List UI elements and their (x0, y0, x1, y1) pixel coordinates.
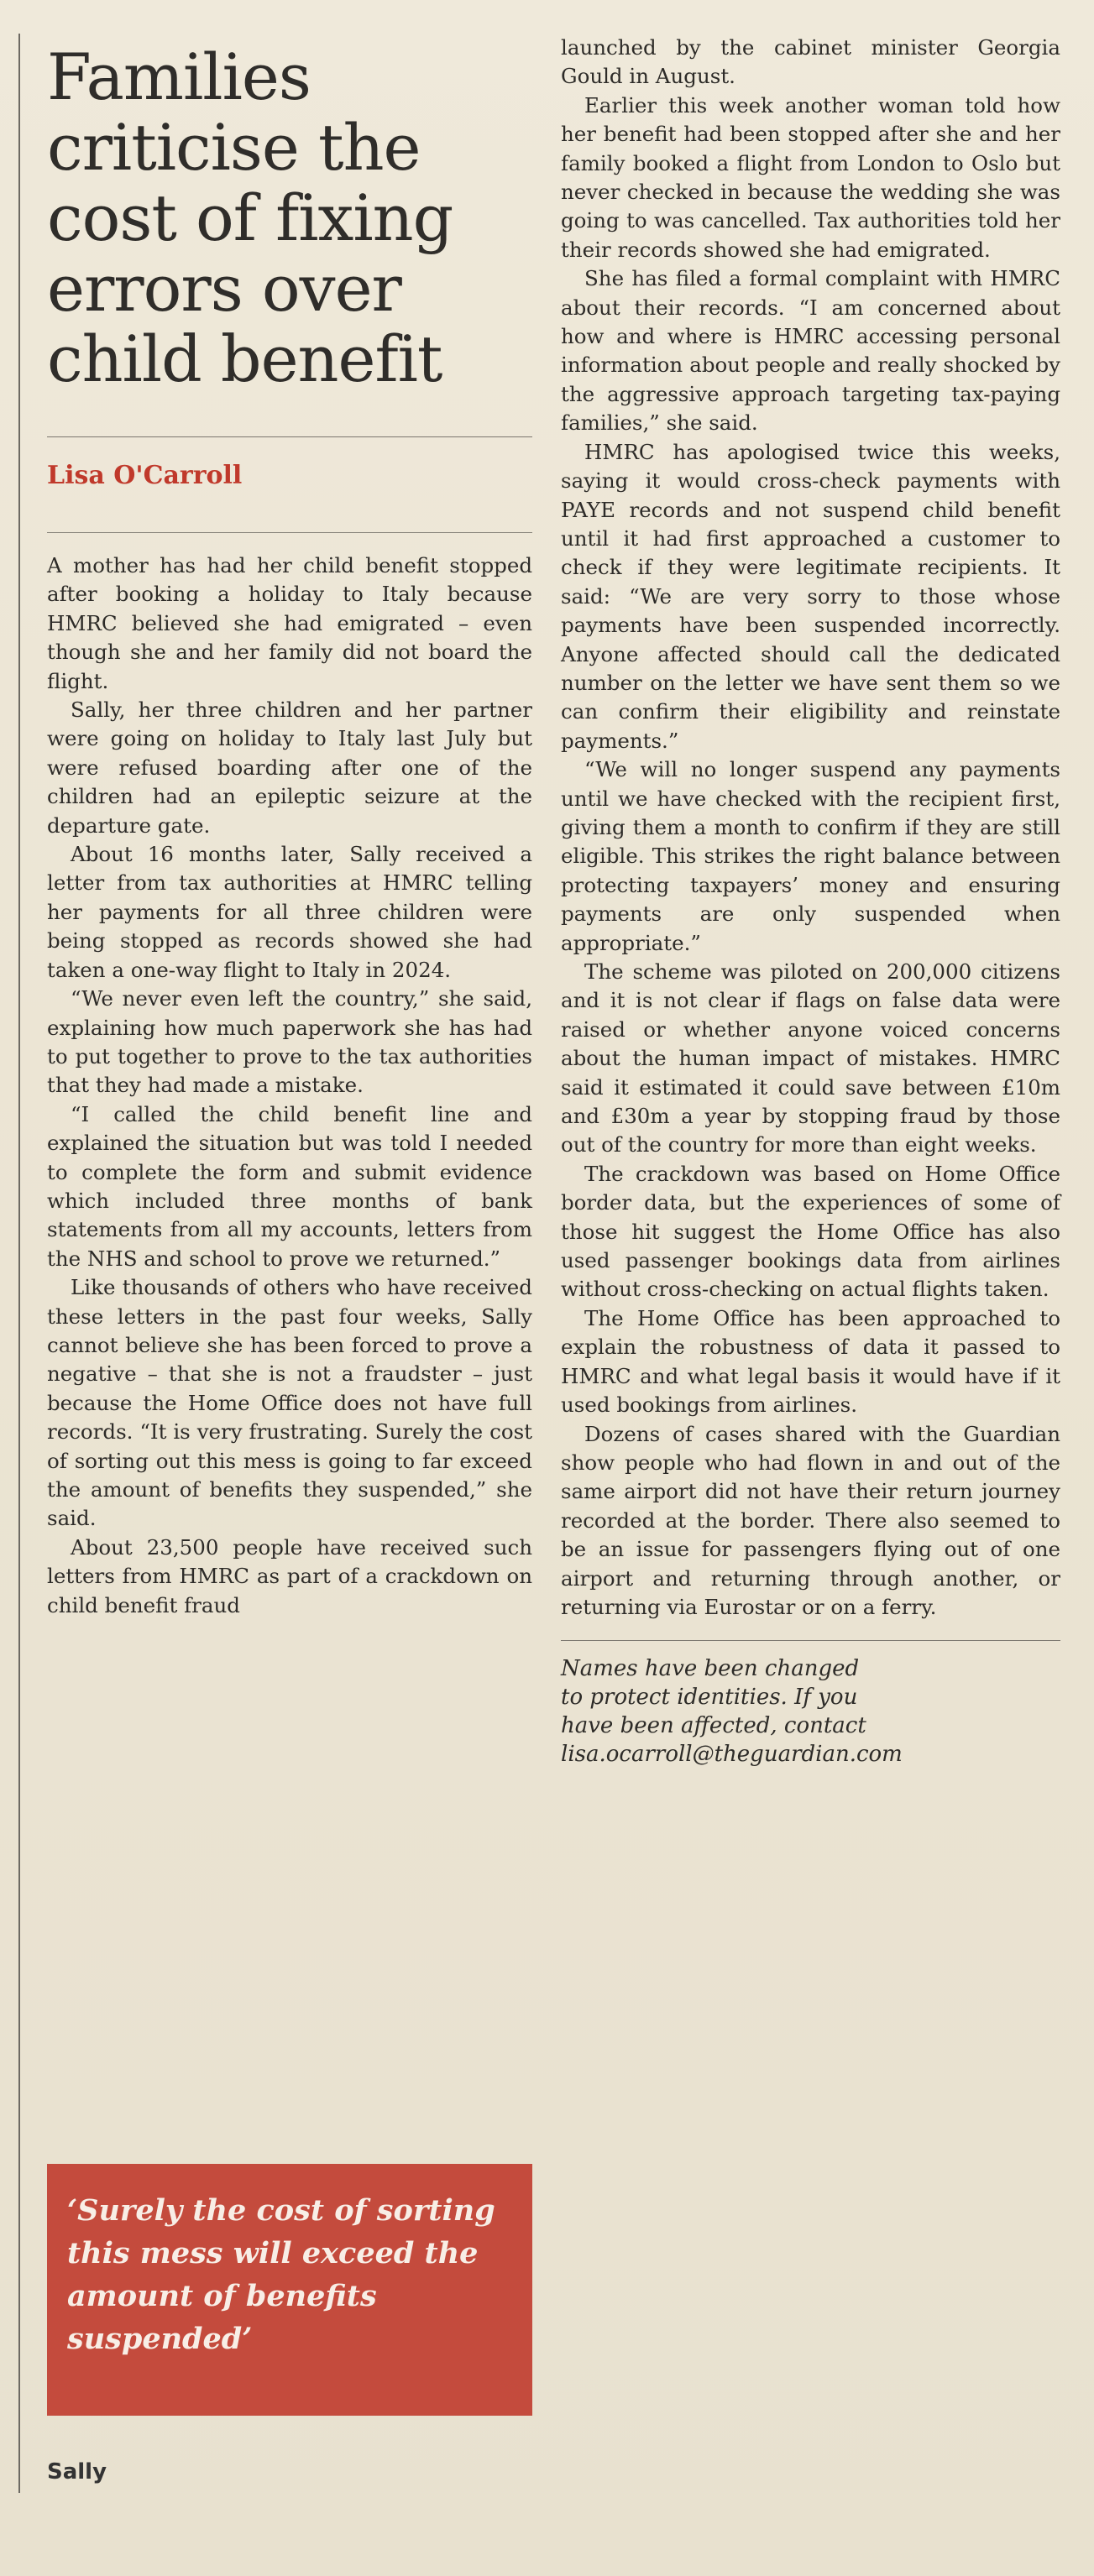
paragraph: The crackdown was based on Home Office border data, but the experiences of some of those hit suggest the Home Office has also used passenger bookings data from airlines without cross-checking on actual flights taken. (561, 1161, 1060, 1302)
right-body (561, 34, 1060, 1622)
paragraph: The Home Office has been approached to explain the robustness of data it passed to HMRC and what legal basis it would have if it used bookings from airlines. (561, 1305, 1060, 1418)
paragraph: About 23,500 people have received such letters from HMRC as part of a crackdown on child benefit fraud (47, 1534, 532, 1617)
paragraph: A mother has had her child benefit stopped after booking a holiday to Italy because HMRC believed she had emigrated – even though she and her family did not board the flight. (47, 553, 532, 693)
paragraph: launched by the cabinet minister Georgia Gould in August. (561, 35, 1060, 89)
paragraph: She has filed a formal complaint with HMRC about their records. “I am concerned about how and where is HMRC accessing personal information about people and really shocked by the aggressive approach targeting tax-paying families,” she said. (561, 266, 1060, 436)
paragraph: Earlier this week another woman told how her benefit had been stopped after she and her family booked a flight from London to Oslo but never checked in because the wedding she was going to was cancelled. Tax authorities told her their records showed she had emigrated. (561, 92, 1060, 262)
headline: Families criticise the cost of fixing errors over child benefit (47, 39, 453, 396)
footnote-line: have been affected, contact (561, 1713, 866, 1739)
byline-divider (47, 532, 532, 533)
footnote-line: to protect identities. If you (561, 1685, 858, 1711)
pull-quote-attribution: Sally (47, 2459, 107, 2485)
pull-quote: ‘Surely the cost of sorting this mess will exceed the amount of benefits suspended’ (67, 2193, 495, 2356)
footnote-line: Names have been changed (561, 1656, 860, 1682)
paragraph: “We never even left the country,” she said, explaining how much paperwork she has had to put together to prove to the tax authorities that they had made a mistake. (47, 986, 532, 1098)
paragraph: Sally, her three children and her partner were going on holiday to Italy last July but were refused boarding after one of the children had an epileptic seizure at the departure gate. (47, 698, 532, 838)
footnote (561, 1654, 1031, 1769)
paragraph: “I called the child benefit line and explained the situation but was told I needed to complete the form and submit evidence which included three months of bank statements from all my accounts, letters from the NHS and school to prove we returned.” (47, 1101, 532, 1271)
paragraph: “We will no longer suspend any payments until we have checked with the recipient first, giving them a month to confirm if they are still eligible. This strikes the right balance between protecting taxpayers’ money and ensuring payments are only suspended when appropriate.” (561, 757, 1060, 955)
paragraph: HMRC has apologised twice this weeks, saying it would cross-check payments with PAYE records and not suspend child benefit until it had first approached a customer to check if they were legitimate recipients. It said: “We are very sorry to those whose payments have been suspended incorrectly. Anyone affected should call the dedicated number on the letter we have sent them so we can confirm their eligibility and reinstate payments.” (561, 439, 1060, 753)
left-column (47, 34, 532, 2485)
footnote-email: lisa.ocarroll@theguardian.com (561, 1742, 903, 1768)
left-body (47, 551, 532, 1620)
column-rule (18, 34, 20, 2493)
footnote-divider (561, 1640, 1060, 1641)
paragraph: Dozens of cases shared with the Guardian show people who had flown in and out of the same airport did not have their return journey recorded at the border. There also seemed to be an issue for passengers flying out of one airport and returning through another, or returning via Eurostar or on a ferry. (561, 1421, 1060, 1619)
byline: Lisa O'Carroll (47, 461, 243, 490)
headline-divider (47, 436, 532, 437)
paragraph: About 16 months later, Sally received a letter from tax authorities at HMRC telling her payments for all three children were being stopped as records showed she had taken a one-way flight to Italy in 2024. (47, 842, 532, 982)
right-column (561, 34, 1060, 1769)
paragraph: Like thousands of others who have received these letters in the past four weeks, Sally cannot believe she has been forced to prove a negative – that she is not a fraudster – just because the Home Office does not have full records. “It is very frustrating. Surely the cost of sorting out this mess is going to far exceed the amount of benefits they suspended,” she said. (47, 1275, 532, 1531)
pull-quote-box (47, 2164, 532, 2416)
paragraph: The scheme was piloted on 200,000 citizens and it is not clear if flags on false data were raised or whether anyone voiced concerns about the human impact of mistakes. HMRC said it estimated it could save between £10m and £30m a year by stopping fraud by those out of the country for more than eight weeks. (561, 959, 1060, 1157)
